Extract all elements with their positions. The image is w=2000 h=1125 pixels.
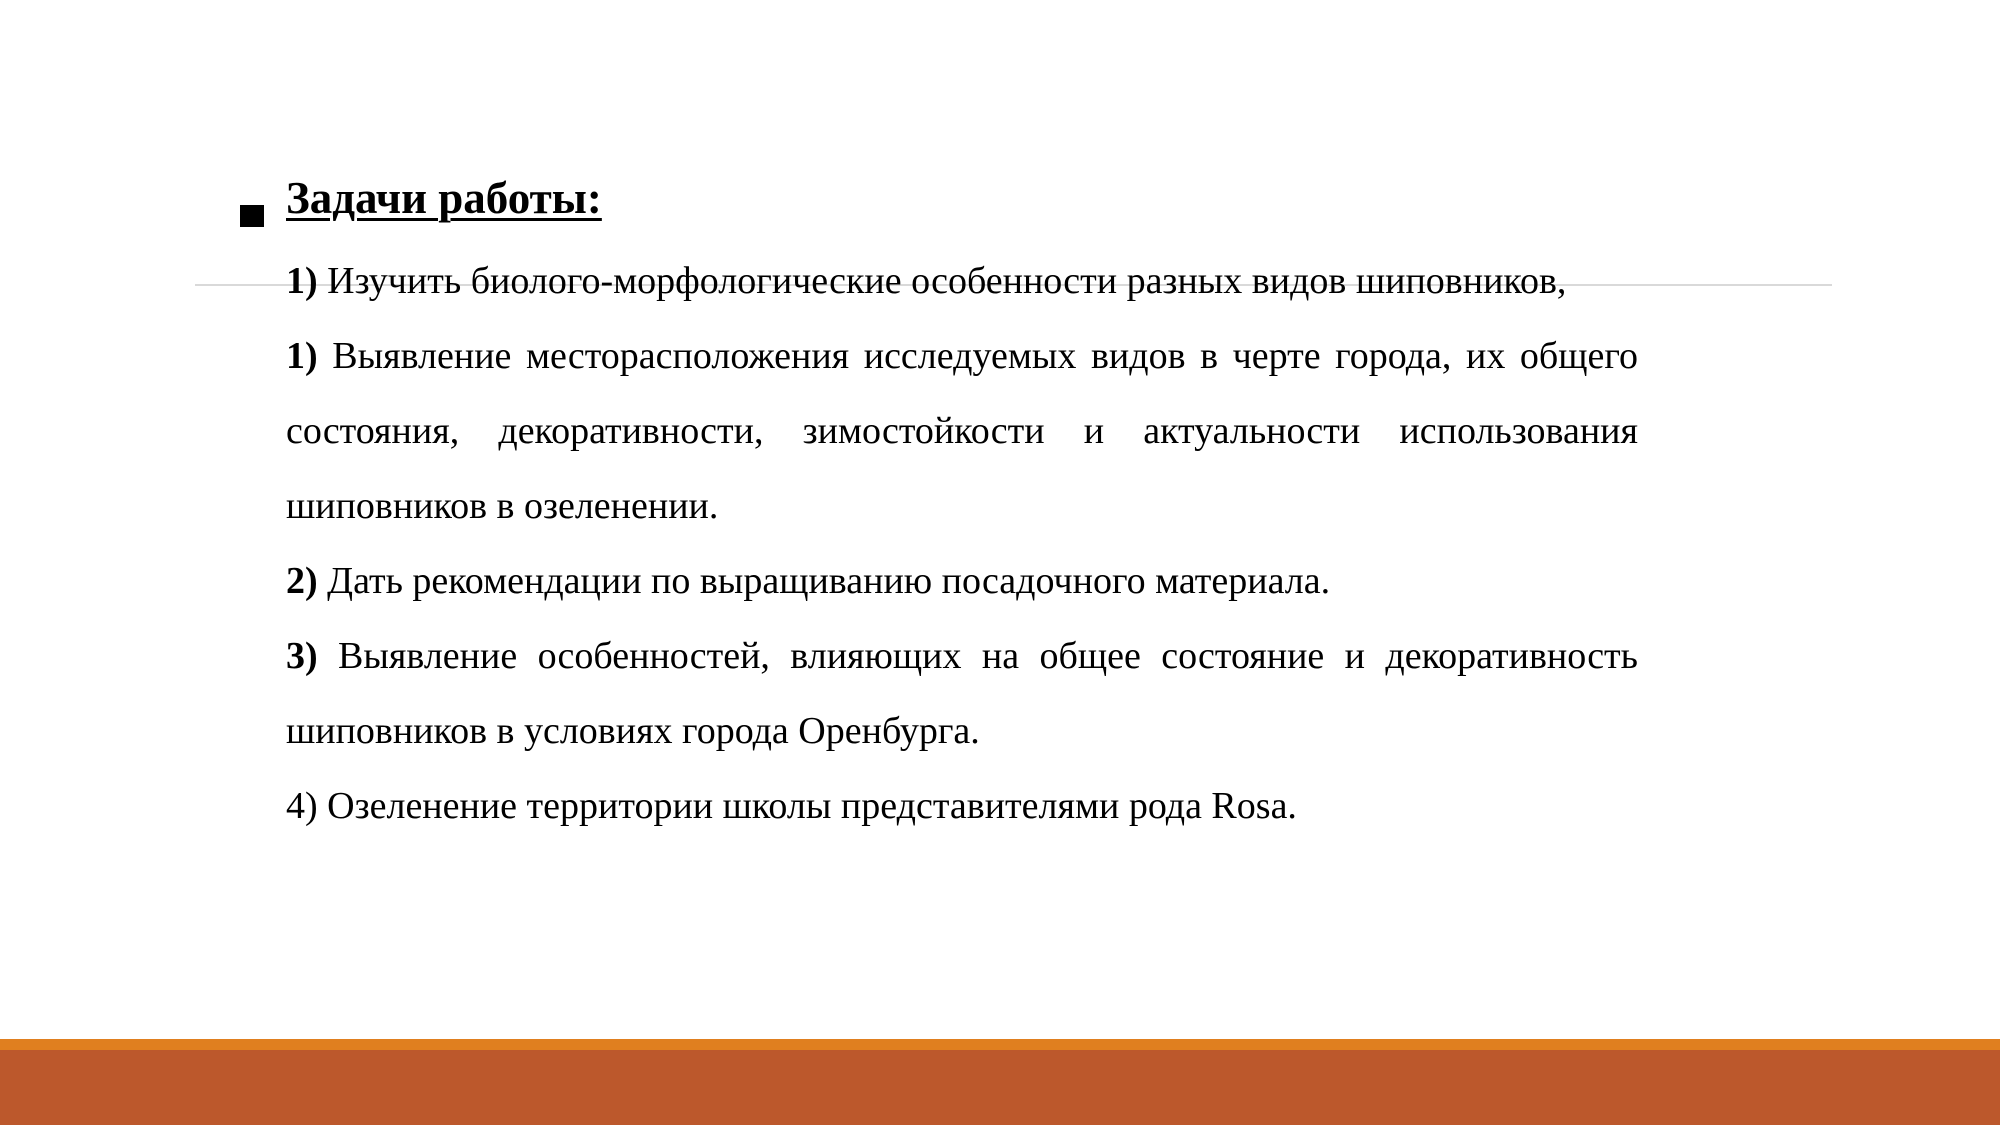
task-text: Дать рекомендации по выращиванию посадочного материала.: [317, 560, 1331, 602]
task-item-5: [286, 769, 1638, 844]
task-number: 3): [286, 635, 318, 677]
slide-content: [286, 170, 1638, 844]
task-item-4: [286, 619, 1638, 769]
task-text: Изучить биолого-морфологические особенности разных видов шиповников,: [317, 260, 1567, 302]
task-text: Озеленение территории школы представителями рода Rosa.: [317, 785, 1297, 827]
task-number: 1): [286, 335, 318, 377]
task-number: 4): [286, 785, 318, 827]
footer-accent-strip: [0, 1039, 2000, 1050]
slide-heading: Задачи работы:: [286, 173, 602, 223]
task-item-1: [286, 244, 1638, 319]
task-item-2: [286, 319, 1638, 544]
task-text: Выявление особенностей, влияющих на общее состояние и декоративность шиповников в условиях города Оренбурга.: [286, 635, 1638, 752]
task-number: 2): [286, 560, 318, 602]
task-number: 1): [286, 260, 318, 302]
footer-band: [0, 1050, 2000, 1125]
task-item-3: [286, 544, 1638, 619]
task-text: Выявление месторасположения исследуемых видов в черте города, их общего состояния, декоративности, зимостойкости и актуальности использования шиповников в озеленении.: [286, 335, 1638, 527]
square-bullet-icon: [240, 205, 264, 227]
